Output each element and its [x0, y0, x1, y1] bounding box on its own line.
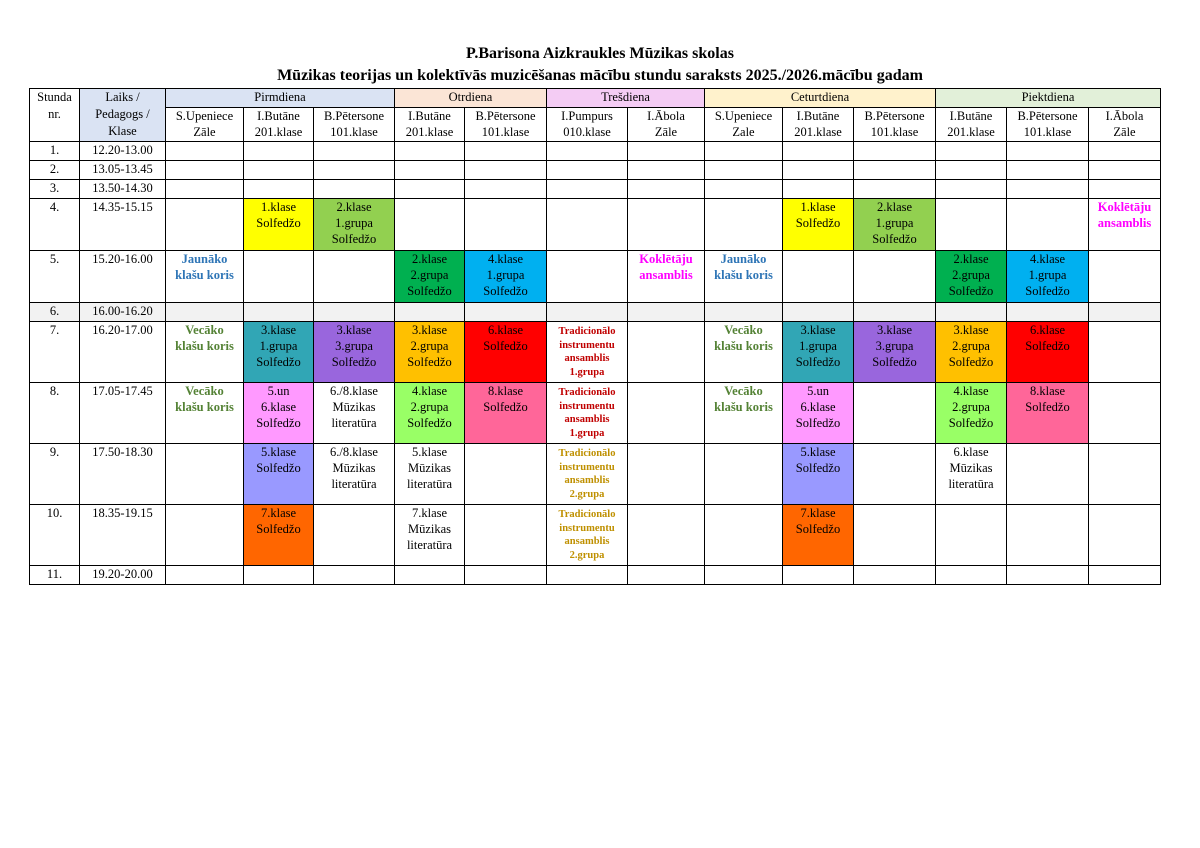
empty-cell [628, 180, 705, 199]
lesson-time: 12.20-13.00 [80, 142, 166, 161]
empty-cell [465, 142, 547, 161]
empty-cell [628, 322, 705, 383]
empty-cell [854, 303, 936, 322]
teacher-room-header: I.Butāne 201.klase [244, 108, 314, 142]
lesson-number: 8. [30, 383, 80, 444]
empty-cell [1007, 199, 1089, 251]
empty-cell [1089, 566, 1161, 585]
lesson-cell: Koklētāju ansamblis [628, 251, 705, 303]
empty-cell [628, 505, 705, 566]
lesson-cell: Tradicionālo instrumentu ansamblis 2.grupa [547, 444, 628, 505]
lesson-cell: 7.klase Mūzikas literatūra [395, 505, 465, 566]
lesson-time: 14.35-15.15 [80, 199, 166, 251]
empty-cell [1007, 161, 1089, 180]
lesson-cell: 2.klase 2.grupa Solfedžo [936, 251, 1007, 303]
empty-cell [854, 566, 936, 585]
empty-cell [705, 505, 783, 566]
lesson-cell: 5.un 6.klase Solfedžo [244, 383, 314, 444]
lesson-time: 16.20-17.00 [80, 322, 166, 383]
empty-cell [854, 142, 936, 161]
lesson-number: 9. [30, 444, 80, 505]
empty-cell [1089, 383, 1161, 444]
table-row [30, 322, 1161, 383]
lesson-cell: 4.klase 2.grupa Solfedžo [936, 383, 1007, 444]
teacher-room-header: B.Pētersone 101.klase [314, 108, 395, 142]
lesson-number: 6. [30, 303, 80, 322]
header-time-teacher-room: Laiks / Pedagogs / Klase [80, 89, 166, 142]
teacher-room-header: I.Ābola Zāle [1089, 108, 1161, 142]
empty-cell [1007, 505, 1089, 566]
lesson-cell: 5.klase Solfedžo [783, 444, 854, 505]
lesson-number: 1. [30, 142, 80, 161]
empty-cell [705, 199, 783, 251]
table-row [30, 383, 1161, 444]
empty-cell [854, 444, 936, 505]
lesson-time: 15.20-16.00 [80, 251, 166, 303]
empty-cell [547, 303, 628, 322]
day-header-piektdiena: Piektdiena [936, 89, 1161, 108]
lesson-time: 13.50-14.30 [80, 180, 166, 199]
day-header-trešdiena: Trešdiena [547, 89, 705, 108]
empty-cell [628, 566, 705, 585]
day-header-pirmdiena: Pirmdiena [166, 89, 395, 108]
empty-cell [1089, 505, 1161, 566]
empty-cell [854, 161, 936, 180]
lesson-cell: 8.klase Solfedžo [465, 383, 547, 444]
empty-cell [705, 444, 783, 505]
table-row [30, 161, 1161, 180]
empty-cell [547, 180, 628, 199]
empty-cell [314, 180, 395, 199]
lesson-time: 18.35-19.15 [80, 505, 166, 566]
lesson-number: 4. [30, 199, 80, 251]
day-header-otrdiena: Otrdiena [395, 89, 547, 108]
empty-cell [465, 180, 547, 199]
empty-cell [166, 505, 244, 566]
teacher-room-header: S.Upeniece Zāle [166, 108, 244, 142]
empty-cell [1089, 161, 1161, 180]
empty-cell [166, 303, 244, 322]
empty-cell [547, 199, 628, 251]
empty-cell [1089, 303, 1161, 322]
lesson-cell: 4.klase 1.grupa Solfedžo [465, 251, 547, 303]
empty-cell [936, 505, 1007, 566]
empty-cell [705, 142, 783, 161]
table-row [30, 251, 1161, 303]
empty-cell [1007, 566, 1089, 585]
lesson-cell: 3.klase 3.grupa Solfedžo [314, 322, 395, 383]
empty-cell [244, 251, 314, 303]
table-row [30, 199, 1161, 251]
lesson-cell: Jaunāko klašu koris [705, 251, 783, 303]
lesson-cell: 6./8.klase Mūzikas literatūra [314, 383, 395, 444]
empty-cell [783, 251, 854, 303]
empty-cell [244, 161, 314, 180]
empty-cell [395, 161, 465, 180]
lesson-time: 17.50-18.30 [80, 444, 166, 505]
empty-cell [166, 566, 244, 585]
empty-cell [783, 566, 854, 585]
lesson-cell: Vecāko klašu koris [705, 383, 783, 444]
teacher-room-header: S.Upeniece Zale [705, 108, 783, 142]
empty-cell [547, 566, 628, 585]
empty-cell [854, 505, 936, 566]
empty-cell [314, 505, 395, 566]
lesson-number: 2. [30, 161, 80, 180]
teacher-room-header: I.Pumpurs 010.klase [547, 108, 628, 142]
lesson-number: 10. [30, 505, 80, 566]
empty-cell [936, 199, 1007, 251]
teacher-room-header: I.Butāne 201.klase [395, 108, 465, 142]
lesson-cell: Tradicionālo instrumentu ansamblis 1.grupa [547, 322, 628, 383]
lesson-cell: 6.klase Mūzikas literatūra [936, 444, 1007, 505]
empty-cell [1089, 180, 1161, 199]
header-lesson-number: Stunda nr. [30, 89, 80, 142]
empty-cell [547, 142, 628, 161]
table-row [30, 566, 1161, 585]
teacher-room-header: I.Butāne 201.klase [936, 108, 1007, 142]
empty-cell [783, 303, 854, 322]
empty-cell [314, 303, 395, 322]
school-title: P.Barisona Aizkraukles Mūzikas skolas [466, 45, 734, 62]
schedule-title: Mūzikas teorijas un kolektīvās muzicēšanas mācību stundu saraksts 2025./2026.mācību gadam [277, 67, 923, 84]
lesson-time: 16.00-16.20 [80, 303, 166, 322]
empty-cell [705, 566, 783, 585]
empty-cell [244, 566, 314, 585]
empty-cell [936, 180, 1007, 199]
empty-cell [628, 199, 705, 251]
empty-cell [1007, 444, 1089, 505]
lesson-cell: 2.klase 2.grupa Solfedžo [395, 251, 465, 303]
empty-cell [314, 251, 395, 303]
empty-cell [314, 142, 395, 161]
lesson-cell: Tradicionālo instrumentu ansamblis 1.grupa [547, 383, 628, 444]
empty-cell [628, 161, 705, 180]
empty-cell [1007, 142, 1089, 161]
empty-cell [628, 142, 705, 161]
empty-cell [783, 142, 854, 161]
lesson-cell: 3.klase 2.grupa Solfedžo [395, 322, 465, 383]
lesson-cell: 5.klase Mūzikas literatūra [395, 444, 465, 505]
lesson-number: 5. [30, 251, 80, 303]
empty-cell [166, 444, 244, 505]
lesson-cell: 2.klase 1.grupa Solfedžo [314, 199, 395, 251]
empty-cell [705, 303, 783, 322]
teacher-room-header: I.Butāne 201.klase [783, 108, 854, 142]
lesson-cell: 4.klase 2.grupa Solfedžo [395, 383, 465, 444]
lesson-cell: 5.klase Solfedžo [244, 444, 314, 505]
empty-cell [244, 180, 314, 199]
empty-cell [166, 199, 244, 251]
lesson-cell: 2.klase 1.grupa Solfedžo [854, 199, 936, 251]
lesson-cell: Vecāko klašu koris [166, 383, 244, 444]
lesson-cell: 7.klase Solfedžo [783, 505, 854, 566]
empty-cell [166, 180, 244, 199]
empty-cell [1007, 180, 1089, 199]
lesson-cell: 7.klase Solfedžo [244, 505, 314, 566]
lesson-cell: 1.klase Solfedžo [244, 199, 314, 251]
lesson-number: 7. [30, 322, 80, 383]
teacher-room-header: B.Pētersone 101.klase [465, 108, 547, 142]
table-row [30, 180, 1161, 199]
lesson-cell: 6.klase Solfedžo [465, 322, 547, 383]
empty-cell [465, 505, 547, 566]
empty-cell [628, 383, 705, 444]
teacher-room-header: B.Pētersone 101.klase [1007, 108, 1089, 142]
lesson-cell: 8.klase Solfedžo [1007, 383, 1089, 444]
empty-cell [628, 444, 705, 505]
lesson-cell: Vecāko klašu koris [166, 322, 244, 383]
empty-cell [465, 161, 547, 180]
empty-cell [547, 161, 628, 180]
empty-cell [465, 444, 547, 505]
lesson-cell: 3.klase 3.grupa Solfedžo [854, 322, 936, 383]
empty-cell [936, 161, 1007, 180]
empty-cell [395, 180, 465, 199]
empty-cell [395, 303, 465, 322]
lesson-cell: 3.klase 2.grupa Solfedžo [936, 322, 1007, 383]
lesson-cell: 4.klase 1.grupa Solfedžo [1007, 251, 1089, 303]
empty-cell [395, 142, 465, 161]
lesson-cell: 3.klase 1.grupa Solfedžo [244, 322, 314, 383]
empty-cell [314, 161, 395, 180]
schedule-table [29, 88, 1161, 585]
lesson-cell: 6.klase Solfedžo [1007, 322, 1089, 383]
empty-cell [1089, 142, 1161, 161]
lesson-number: 3. [30, 180, 80, 199]
empty-cell [395, 199, 465, 251]
empty-cell [628, 303, 705, 322]
empty-cell [854, 383, 936, 444]
table-row [30, 505, 1161, 566]
empty-cell [1007, 303, 1089, 322]
empty-cell [314, 566, 395, 585]
empty-cell [854, 251, 936, 303]
lesson-cell: 6./8.klase Mūzikas literatūra [314, 444, 395, 505]
teacher-room-header: B.Pētersone 101.klase [854, 108, 936, 142]
table-row [30, 303, 1161, 322]
empty-cell [936, 566, 1007, 585]
empty-cell [244, 303, 314, 322]
empty-cell [705, 180, 783, 199]
empty-cell [547, 251, 628, 303]
empty-cell [936, 303, 1007, 322]
lesson-time: 13.05-13.45 [80, 161, 166, 180]
lesson-cell: 3.klase 1.grupa Solfedžo [783, 322, 854, 383]
lesson-number: 11. [30, 566, 80, 585]
lesson-cell: Vecāko klašu koris [705, 322, 783, 383]
empty-cell [465, 303, 547, 322]
lesson-cell: 5.un 6.klase Solfedžo [783, 383, 854, 444]
empty-cell [465, 199, 547, 251]
empty-cell [1089, 251, 1161, 303]
empty-cell [936, 142, 1007, 161]
day-header-ceturtdiena: Ceturtdiena [705, 89, 936, 108]
empty-cell [1089, 322, 1161, 383]
lesson-cell: Koklētāju ansamblis [1089, 199, 1161, 251]
empty-cell [465, 566, 547, 585]
empty-cell [1089, 444, 1161, 505]
empty-cell [783, 161, 854, 180]
table-row [30, 444, 1161, 505]
empty-cell [783, 180, 854, 199]
lesson-cell: 1.klase Solfedžo [783, 199, 854, 251]
empty-cell [705, 161, 783, 180]
table-row [30, 142, 1161, 161]
empty-cell [854, 180, 936, 199]
lesson-cell: Tradicionālo instrumentu ansamblis 2.grupa [547, 505, 628, 566]
empty-cell [395, 566, 465, 585]
lesson-time: 17.05-17.45 [80, 383, 166, 444]
empty-cell [244, 142, 314, 161]
teacher-room-header: I.Ābola Zāle [628, 108, 705, 142]
lesson-cell: Jaunāko klašu koris [166, 251, 244, 303]
lesson-time: 19.20-20.00 [80, 566, 166, 585]
empty-cell [166, 142, 244, 161]
empty-cell [166, 161, 244, 180]
